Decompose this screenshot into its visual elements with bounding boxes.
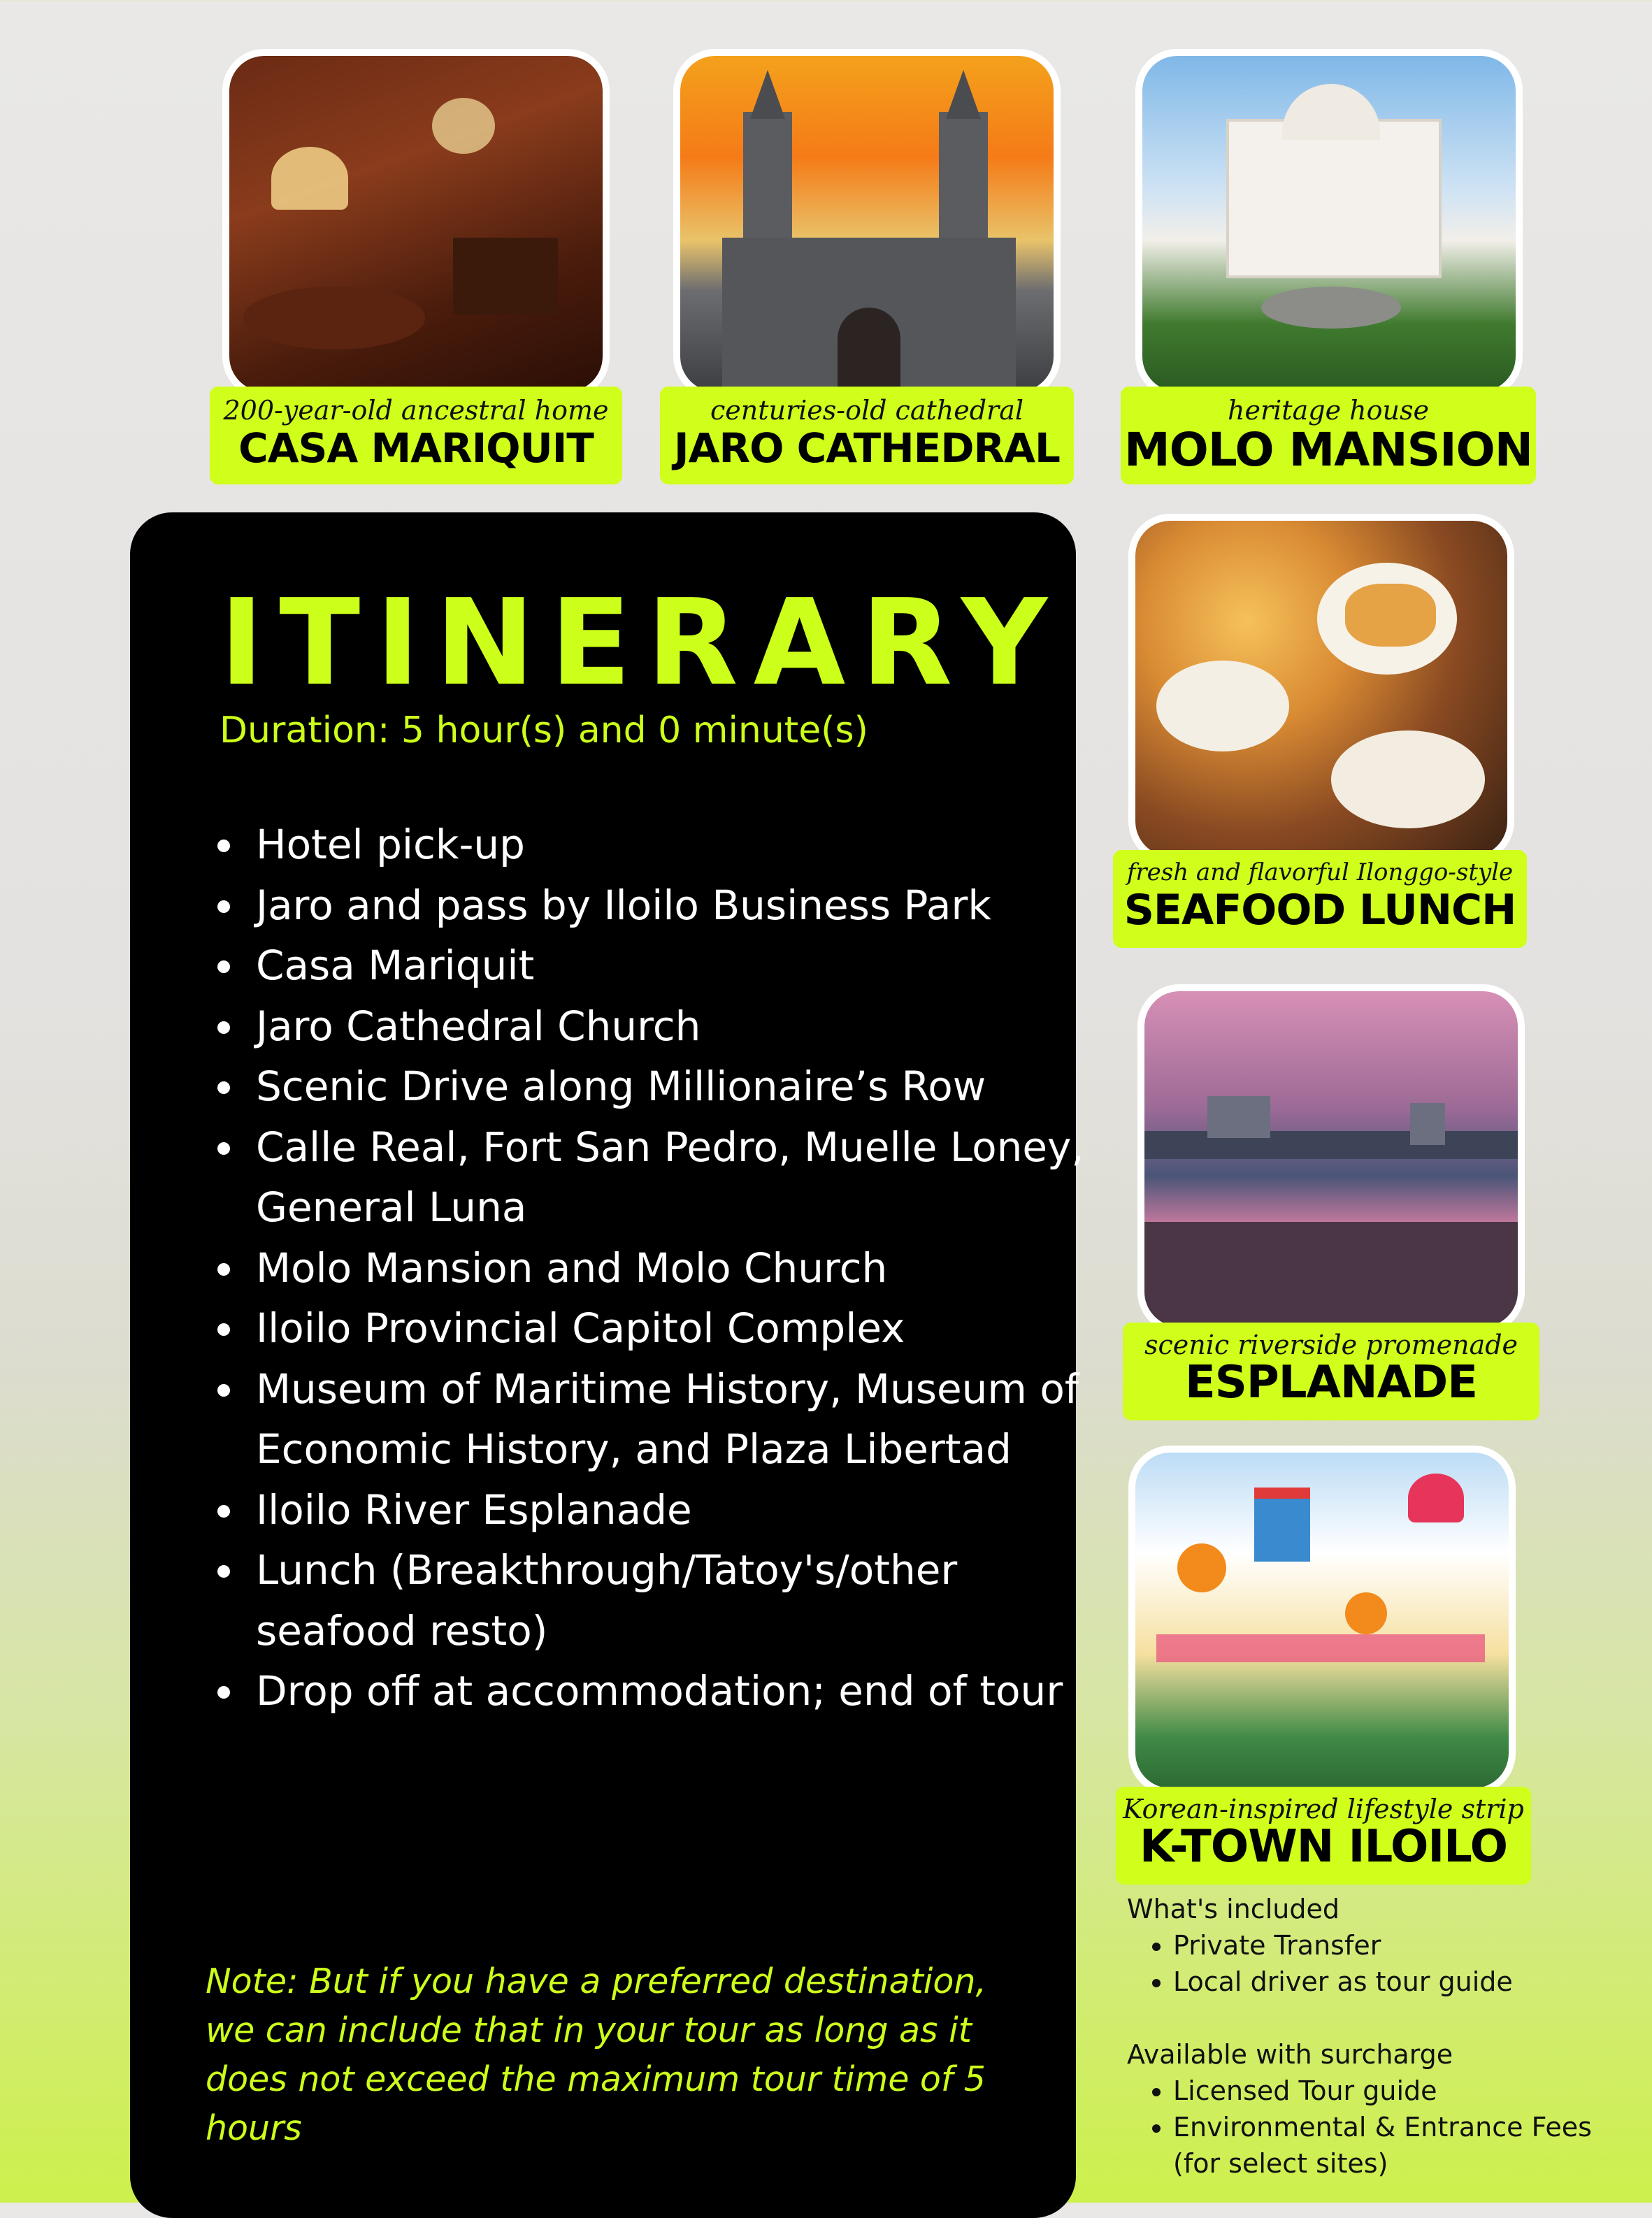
seafood-lunch-label <box>1113 850 1527 948</box>
itinerary-title: ITINERARY <box>220 574 1063 712</box>
itinerary-item: • Scenic Drive along Millionaire’s Row <box>247 1056 1086 1117</box>
surcharge-item: • Licensed Tour guide <box>1173 2073 1644 2109</box>
surcharge-heading: Available with surcharge <box>1127 2039 1453 2070</box>
molo-mansion-subtitle: heritage house <box>1228 395 1429 426</box>
molo-mansion-photo <box>1135 49 1523 398</box>
itinerary-item: • Iloilo River Esplanade <box>247 1480 1086 1541</box>
itinerary-duration: Duration: 5 hour(s) and 0 minute(s) <box>220 710 868 751</box>
molo-mansion-title: MOLO MANSION <box>1124 423 1532 477</box>
included-item: • Private Transfer <box>1173 1927 1644 1964</box>
molo-mansion-label <box>1121 387 1536 484</box>
seafood-lunch-subtitle: fresh and flavorful Ilonggo-style <box>1126 858 1514 886</box>
esplanade-label <box>1123 1323 1539 1420</box>
ktown-iloilo-subtitle: Korean-inspired lifestyle strip <box>1123 1794 1524 1824</box>
ktown-iloilo-title: K-TOWN ILOILO <box>1139 1821 1508 1873</box>
casa-mariquit-subtitle: 200-year-old ancestral home <box>223 395 609 426</box>
ktown-iloilo-photo <box>1128 1446 1516 1795</box>
casa-mariquit-photo <box>222 49 610 398</box>
seafood-lunch-photo <box>1128 514 1514 863</box>
ktown-iloilo-label <box>1116 1787 1531 1885</box>
itinerary-note: Note: But if you have a preferred destination, we can include that in your tour as long as it does not exceed the maximum tour time of 5 hours <box>206 1961 987 2148</box>
itinerary-item: • Calle Real, Fort San Pedro, Muelle Loney, General Luna <box>247 1117 1086 1238</box>
itinerary-item: • Museum of Maritime History, Museum of Economic History, and Plaza Libertad <box>247 1359 1086 1480</box>
surcharge-list <box>1127 2073 1644 2182</box>
jaro-cathedral-photo <box>673 49 1061 398</box>
esplanade-subtitle: scenic riverside promenade <box>1144 1330 1518 1360</box>
jaro-cathedral-title: JARO CATHEDRAL <box>674 424 1060 472</box>
itinerary-item: • Lunch (Breakthrough/Tatoy's/other seafood resto) <box>247 1540 1086 1661</box>
jaro-cathedral-subtitle: centuries-old cathedral <box>710 395 1024 426</box>
jaro-cathedral-label <box>660 387 1074 484</box>
esplanade-title: ESPLANADE <box>1185 1357 1477 1409</box>
included-list <box>1127 1927 1644 2000</box>
included-heading: What's included <box>1127 1894 1339 1924</box>
itinerary-item: • Drop off at accommodation; end of tour <box>247 1661 1086 1722</box>
itinerary-item: • Molo Mansion and Molo Church <box>247 1238 1086 1299</box>
itinerary-item: • Iloilo Provincial Capitol Complex <box>247 1298 1086 1359</box>
casa-mariquit-title: CASA MARIQUIT <box>238 424 594 472</box>
casa-mariquit-label <box>210 387 622 484</box>
itinerary-item: • Hotel pick-up <box>247 814 1086 875</box>
included-item: • Local driver as tour guide <box>1173 1964 1644 2000</box>
esplanade-photo <box>1137 984 1525 1334</box>
seafood-lunch-title: SEAFOOD LUNCH <box>1123 886 1516 935</box>
surcharge-item: • Environmental & Entrance Fees (for select sites) <box>1173 2109 1644 2182</box>
itinerary-item: • Jaro Cathedral Church <box>247 996 1086 1057</box>
inclusions-section <box>1127 1891 1644 2182</box>
itinerary-item: • Casa Mariquit <box>247 935 1086 996</box>
itinerary-list <box>203 814 1086 1722</box>
itinerary-item: • Jaro and pass by Iloilo Business Park <box>247 875 1086 936</box>
